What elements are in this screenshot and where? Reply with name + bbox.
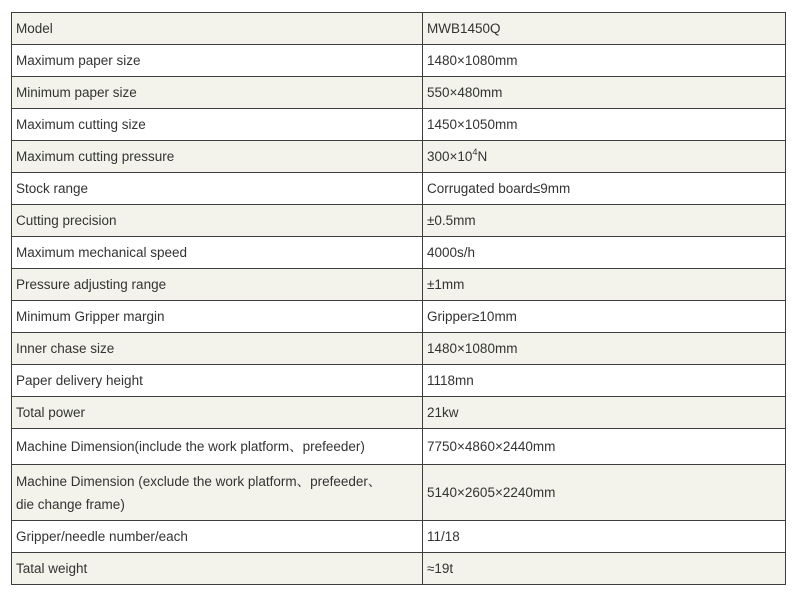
row-label [12, 465, 423, 521]
value-exponent: 4 [472, 146, 478, 157]
table-row [12, 237, 786, 269]
table-row [12, 141, 786, 173]
spec-table [11, 12, 786, 585]
row-label: Inner chase size [12, 333, 423, 365]
row-label: Cutting precision [12, 205, 423, 237]
table-row [12, 465, 786, 521]
table-row [12, 429, 786, 465]
row-label: Machine Dimension(include the work platform、prefeeder) [12, 429, 423, 465]
row-label: Maximum mechanical speed [12, 237, 423, 269]
row-value: 1118mn [423, 365, 786, 397]
table-row [12, 301, 786, 333]
row-label: Gripper/needle number/each [12, 521, 423, 553]
row-value: 21kw [423, 397, 786, 429]
row-label: Minimum paper size [12, 77, 423, 109]
row-label: Pressure adjusting range [12, 269, 423, 301]
table-row [12, 333, 786, 365]
row-label: Minimum Gripper margin [12, 301, 423, 333]
table-row [12, 397, 786, 429]
row-label: Maximum paper size [12, 45, 423, 77]
table-row [12, 521, 786, 553]
value-base: 300×10 [427, 149, 473, 164]
table-row [12, 13, 786, 45]
row-label-line-1: Machine Dimension (exclude the work platform、prefeeder、 [16, 473, 382, 489]
row-value: ±1mm [423, 269, 786, 301]
row-value: MWB1450Q [423, 13, 786, 45]
value-unit: N [477, 149, 488, 164]
row-label: Paper delivery height [12, 365, 423, 397]
row-value: ≈19t [423, 553, 786, 585]
row-label: Model [12, 13, 423, 45]
row-value: 1480×1080mm [423, 45, 786, 77]
row-value: 7750×4860×2440mm [423, 429, 786, 465]
row-value [423, 141, 786, 173]
table-row [12, 553, 786, 585]
table-row [12, 269, 786, 301]
table-row [12, 109, 786, 141]
row-label: Stock range [12, 173, 423, 205]
row-value: 1480×1080mm [423, 333, 786, 365]
row-value: 5140×2605×2240mm [423, 465, 786, 521]
row-label: Tatal weight [12, 553, 423, 585]
row-label-line-2: die change frame) [16, 496, 125, 512]
row-label: Maximum cutting pressure [12, 141, 423, 173]
row-value: 1450×1050mm [423, 109, 786, 141]
table-row [12, 365, 786, 397]
row-value: ±0.5mm [423, 205, 786, 237]
table-row [12, 77, 786, 109]
row-label: Total power [12, 397, 423, 429]
row-value: 550×480mm [423, 77, 786, 109]
row-value: Gripper≥10mm [423, 301, 786, 333]
row-label: Maximum cutting size [12, 109, 423, 141]
row-value: 11/18 [423, 521, 786, 553]
row-value: 4000s/h [423, 237, 786, 269]
table-row [12, 45, 786, 77]
row-value: Corrugated board≤9mm [423, 173, 786, 205]
table-row [12, 205, 786, 237]
table-row [12, 173, 786, 205]
